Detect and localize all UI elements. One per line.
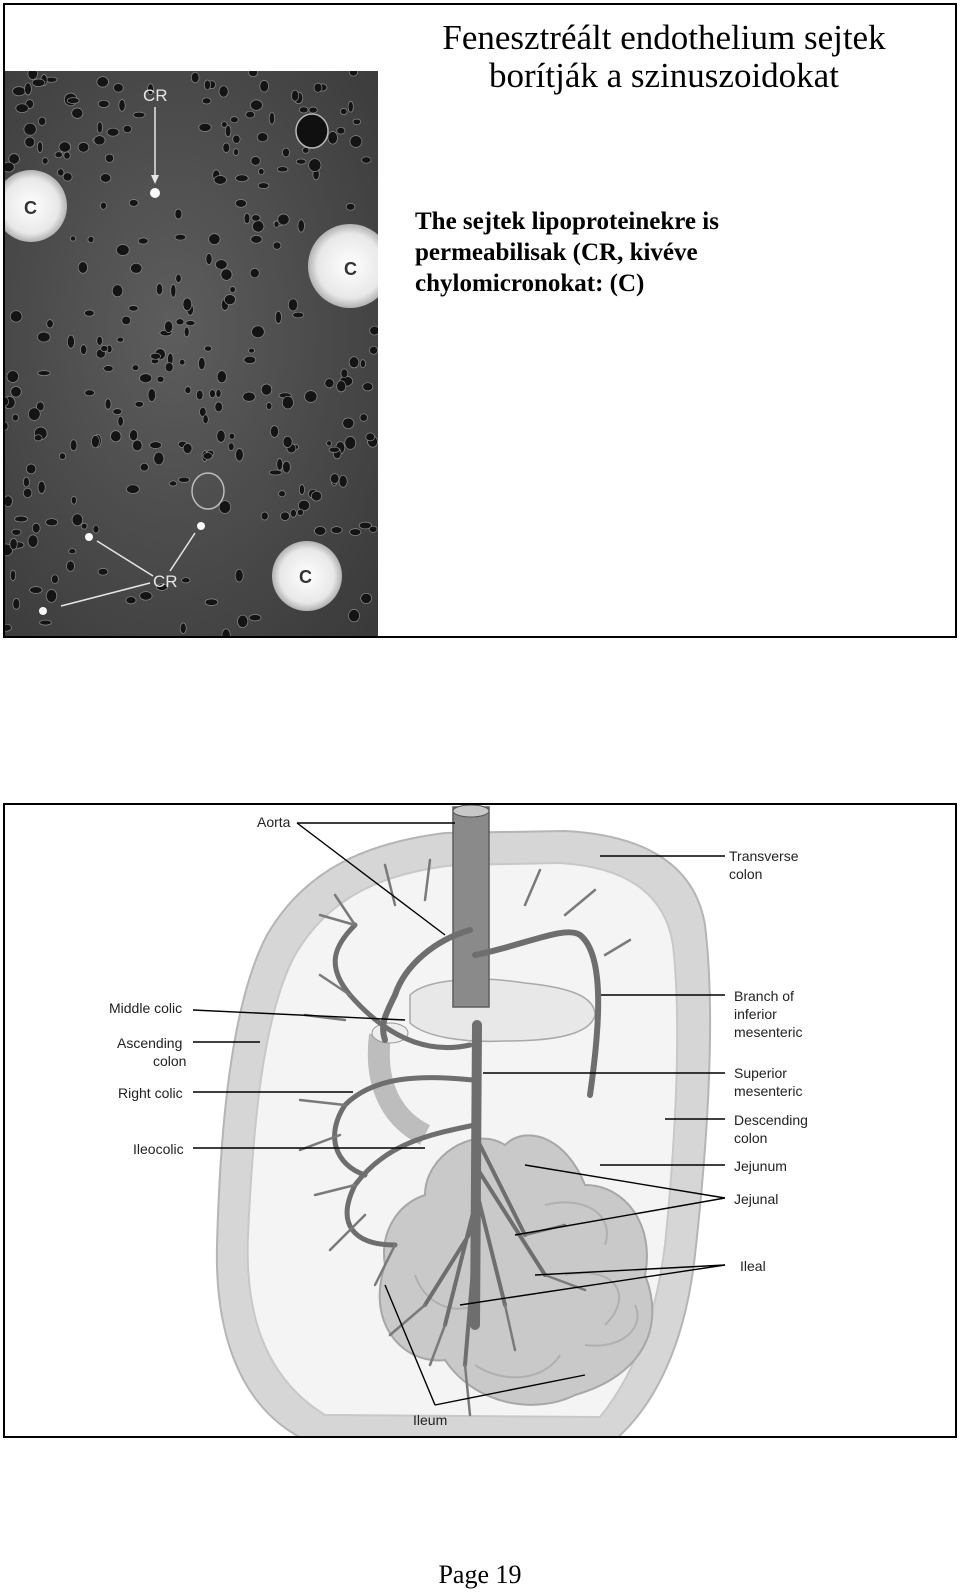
label-ileum: Ileum [413, 1412, 448, 1428]
micro-label-c1: C [24, 198, 37, 218]
micro-label-c2: C [344, 259, 357, 279]
label-ascending-colon: Ascending [117, 1035, 183, 1051]
label-superior-mesenteric: Superior [734, 1065, 787, 1081]
label-branch-inferior-mesenteric: Branch of [734, 988, 794, 1004]
label-descending-colon: colon [734, 1130, 768, 1146]
micro-label-cr-top: CR [143, 86, 168, 105]
slide-title [389, 19, 939, 95]
label-aorta: Aorta [257, 814, 291, 830]
label-right-colic: Right colic [118, 1085, 183, 1101]
label-transverse-colon: Transverse [729, 848, 799, 864]
label-ileal: Ileal [740, 1258, 766, 1274]
body-line: permeabilisak (CR, kivéve [415, 239, 698, 266]
page-number: Page 19 [438, 1560, 522, 1589]
body-line: chylomicronokat: (C) [415, 270, 645, 297]
label-middle-colic: Middle colic [109, 1000, 183, 1016]
label-jejunal: Jejunal [734, 1191, 779, 1207]
mesenteric-artery-diagram [5, 805, 955, 1436]
label-transverse-colon: colon [729, 866, 763, 882]
label-ileocolic: Ileocolic [133, 1141, 184, 1157]
title-line: borítják a szinuszoidokat [489, 56, 839, 95]
body-line: The sejtek lipoproteinekre is [415, 208, 719, 235]
micro-label-c3: C [299, 567, 312, 587]
label-superior-mesenteric: mesenteric [734, 1083, 803, 1099]
label-jejunum: Jejunum [734, 1158, 787, 1174]
slide-endothelium [3, 3, 957, 638]
label-branch-inferior-mesenteric: inferior [734, 1006, 777, 1022]
title-line: Fenesztréált endothelium sejtek [442, 18, 886, 57]
label-ascending-colon: colon [153, 1053, 187, 1069]
electron-micrograph [5, 71, 378, 638]
label-descending-colon: Descending [734, 1112, 808, 1128]
label-branch-inferior-mesenteric: mesenteric [734, 1024, 803, 1040]
slide-mesenteric-vessels [3, 803, 957, 1438]
slide-body-text [415, 206, 935, 299]
micro-label-cr-bottom: CR [153, 572, 178, 591]
